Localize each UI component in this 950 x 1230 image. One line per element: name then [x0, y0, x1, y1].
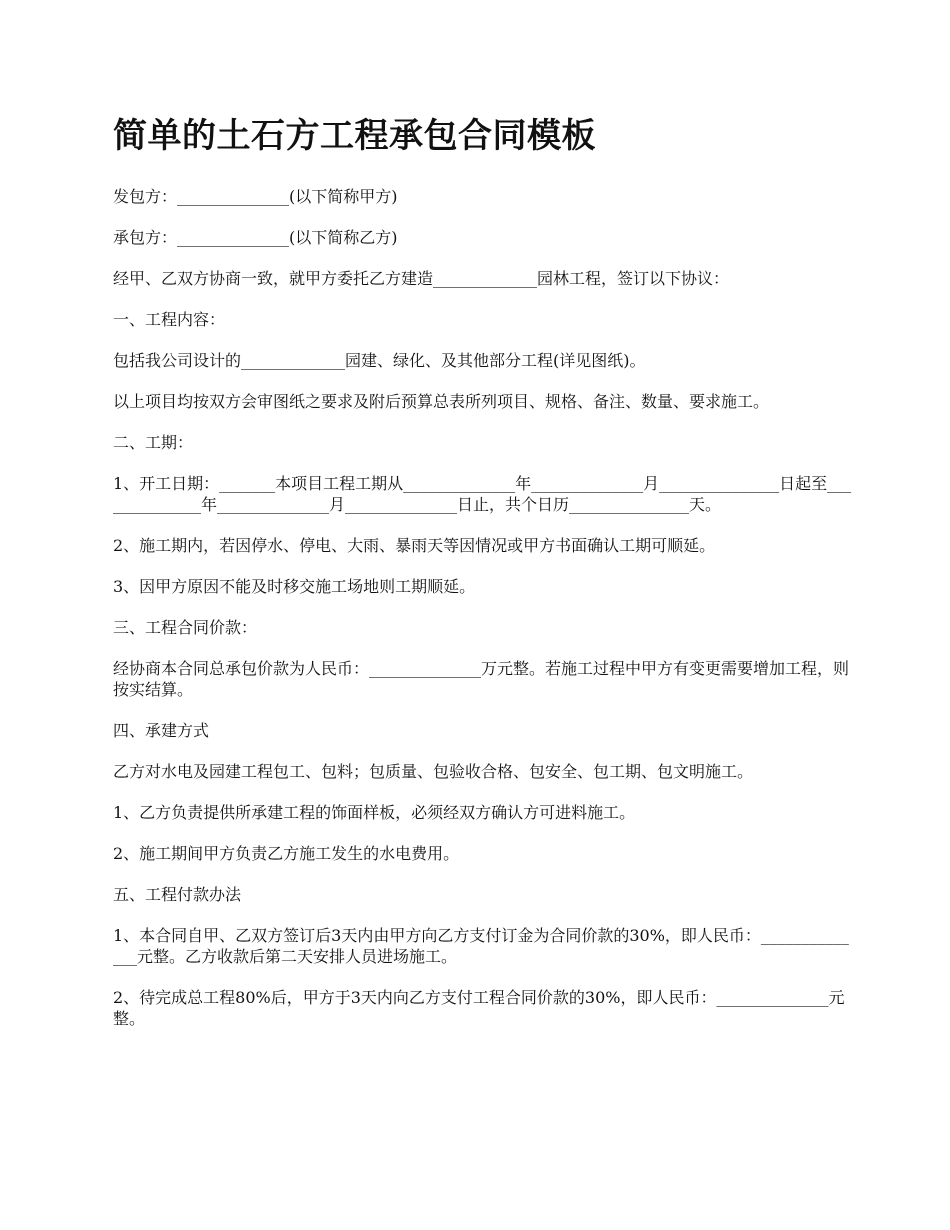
section-5-heading: 五、工程付款办法: [113, 885, 242, 904]
section-3-price: 经协商本合同总承包价款为人民币：______________万元整。若施工过程中甲方有变更需要增加工程，则按实结算。: [113, 659, 850, 699]
party-b-line: 承包方：______________(以下简称乙方): [113, 228, 398, 247]
section-2-item-3: 3、因甲方原因不能及时移交施工场地则工期顺延。: [113, 577, 476, 596]
section-1-requirements: 以上项目均按双方会审图纸之要求及附后预算总表所列项目、规格、备注、数量、要求施工。: [113, 392, 770, 411]
section-1-scope: 包括我公司设计的_____________园建、绿化、及其他部分工程(详见图纸)。: [113, 351, 646, 370]
agreement-intro: 经甲、乙双方协商一致，就甲方委托乙方建造_____________园林工程，签订以下协议：: [113, 269, 730, 288]
section-5-item-2: 2、待完成总工程80%后，甲方于3天内向乙方支付工程合同价款的30%，即人民币：______________元整。: [113, 988, 845, 1028]
section-4-item-2: 2、施工期间甲方负责乙方施工发生的水电费用。: [113, 844, 460, 863]
section-2-item-2: 2、施工期内，若因停水、停电、大雨、暴雨天等因情况或甲方书面确认工期可顺延。: [113, 536, 716, 555]
section-1-heading: 一、工程内容：: [113, 310, 226, 329]
section-2-heading: 二、工期：: [113, 433, 194, 452]
section-2-item-1: 1、开工日期：_______本项目工程工期从______________年______________月_______________日起至______________年______________月______________日止，共个日历_______________天。: [113, 474, 852, 514]
party-a-line: 发包方：______________(以下简称甲方): [113, 187, 398, 206]
section-4-heading: 四、承建方式: [113, 721, 210, 740]
section-4-item-1: 1、乙方负责提供所承建工程的饰面样板，必须经双方确认方可进料施工。: [113, 803, 636, 822]
document-page: [113, 108, 853, 1049]
document-title: 简单的土石方工程承包合同模板: [113, 116, 596, 156]
section-3-heading: 三、工程合同价款：: [113, 618, 258, 637]
section-4-scope: 乙方对水电及园建工程包工、包料；包质量、包验收合格、包安全、包工期、包文明施工。: [113, 762, 754, 781]
section-5-item-1: 1、本合同自甲、乙双方签订后3天内由甲方向乙方支付订金为合同价款的30%，即人民币：______________元整。乙方收款后第二天安排人员进场施工。: [113, 926, 849, 966]
